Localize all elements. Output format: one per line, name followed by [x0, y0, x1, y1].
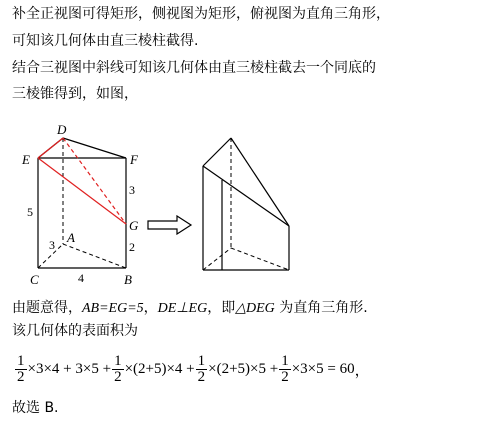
- edge-slant-top: [231, 138, 289, 226]
- label-f: F: [130, 152, 138, 167]
- text-line-3: 结合三视图中斜线可知该几何体由直三棱柱截去一个同底的: [12, 60, 376, 76]
- condition-suffix: 为直角三角形.: [279, 300, 368, 316]
- length-cb: 4: [78, 271, 84, 285]
- label-d: D: [57, 122, 67, 137]
- prism-figure: [18, 118, 148, 288]
- edge-ab-hidden: [63, 244, 126, 268]
- formula-term-3: ×(2+5)×5 +: [208, 360, 279, 377]
- length-fg: 3: [129, 183, 135, 197]
- condition-prefix: 由题意得，: [12, 300, 82, 316]
- cut-dg: [63, 138, 126, 224]
- length-ec: 5: [27, 205, 33, 219]
- formula-tail: ，: [354, 360, 370, 379]
- length-ca: 3: [49, 238, 55, 252]
- fraction-half-4: $\frac{1}{2}$: [281, 352, 289, 385]
- text-line-2: 可知该几何体由直三棱柱截得.: [12, 33, 199, 49]
- label-e: E: [22, 152, 30, 167]
- text-line-1: 补全正视图可得矩形，侧视图为矩形，俯视图为直角三角形，: [12, 6, 390, 22]
- edge-back-right-hidden: [231, 248, 289, 270]
- edge-slant-front: [203, 166, 289, 226]
- right-arrow-icon: [147, 215, 193, 235]
- condition-perpendicular: DE⊥EG: [157, 301, 208, 316]
- label-c: C: [30, 272, 39, 287]
- area-intro-line: 该几何体的表面积为: [12, 323, 138, 339]
- fraction-half-3: $\frac{1}{2}$: [197, 352, 206, 385]
- label-a: A: [67, 230, 75, 245]
- result-solid-figure: [195, 128, 305, 278]
- condition-triangle: △DEG: [235, 301, 275, 316]
- cut-eg: [38, 158, 126, 224]
- label-g: G: [129, 218, 139, 233]
- cut-ed: [38, 138, 63, 158]
- edge-df: [63, 138, 126, 158]
- condition-sep: ，: [143, 300, 158, 316]
- edge-back-left-hidden: [203, 248, 231, 270]
- length-gb: 2: [129, 240, 135, 254]
- answer-line: 故选 B.: [12, 400, 59, 416]
- fraction-half-2: $\frac{1}{2}$: [114, 352, 122, 385]
- edge-top-back: [203, 138, 231, 166]
- text-line-4: 三棱锥得到，如图，: [12, 86, 138, 102]
- fraction-half-1: $\frac{1}{2}$: [17, 352, 25, 385]
- formula-term-1: ×3×4 + 3×5 +: [27, 360, 112, 377]
- condition-equal-lengths: AB=EG=5: [82, 301, 144, 316]
- label-b: B: [124, 272, 132, 287]
- condition-line: [12, 298, 368, 319]
- formula-term-4: ×3×5 = 60: [291, 360, 355, 377]
- formula-term-2: ×(2+5)×4 +: [124, 360, 195, 377]
- condition-mid: ，即: [207, 300, 236, 316]
- surface-area-formula: [14, 348, 474, 390]
